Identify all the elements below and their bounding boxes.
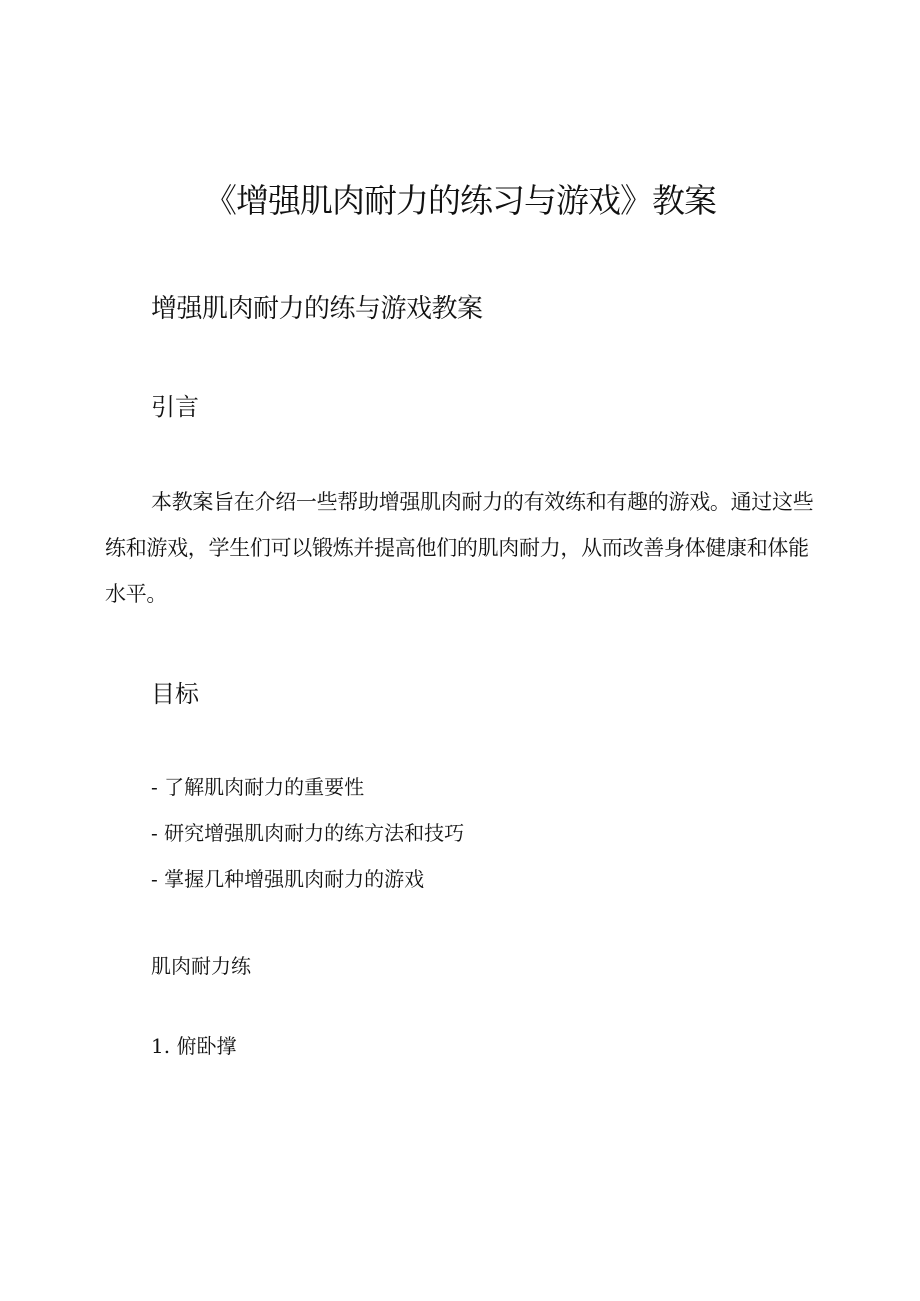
- exercise-item: 1. 俯卧撑: [151, 1034, 237, 1058]
- document-title: 《增强肌肉耐力的练习与游戏》教案: [204, 181, 716, 220]
- section-label: 肌肉耐力练: [151, 954, 251, 978]
- goal-item: - 研究增强肌肉耐力的练方法和技巧: [151, 821, 465, 845]
- intro-heading: 引言: [151, 393, 199, 421]
- goal-item: - 掌握几种增强肌肉耐力的游戏: [151, 867, 425, 891]
- document-subtitle: 增强肌肉耐力的练与游戏教案: [151, 294, 483, 324]
- goals-heading: 目标: [151, 680, 199, 708]
- goals-list: [151, 764, 464, 902]
- goal-item: - 了解肌肉耐力的重要性: [151, 775, 365, 799]
- intro-paragraph: 本教案旨在介绍一些帮助增强肌肉耐力的有效练和有趣的游戏。通过这些练和游戏，学生们可以锻炼并提高他们的肌肉耐力，从而改善身体健康和体能水平。: [105, 490, 814, 606]
